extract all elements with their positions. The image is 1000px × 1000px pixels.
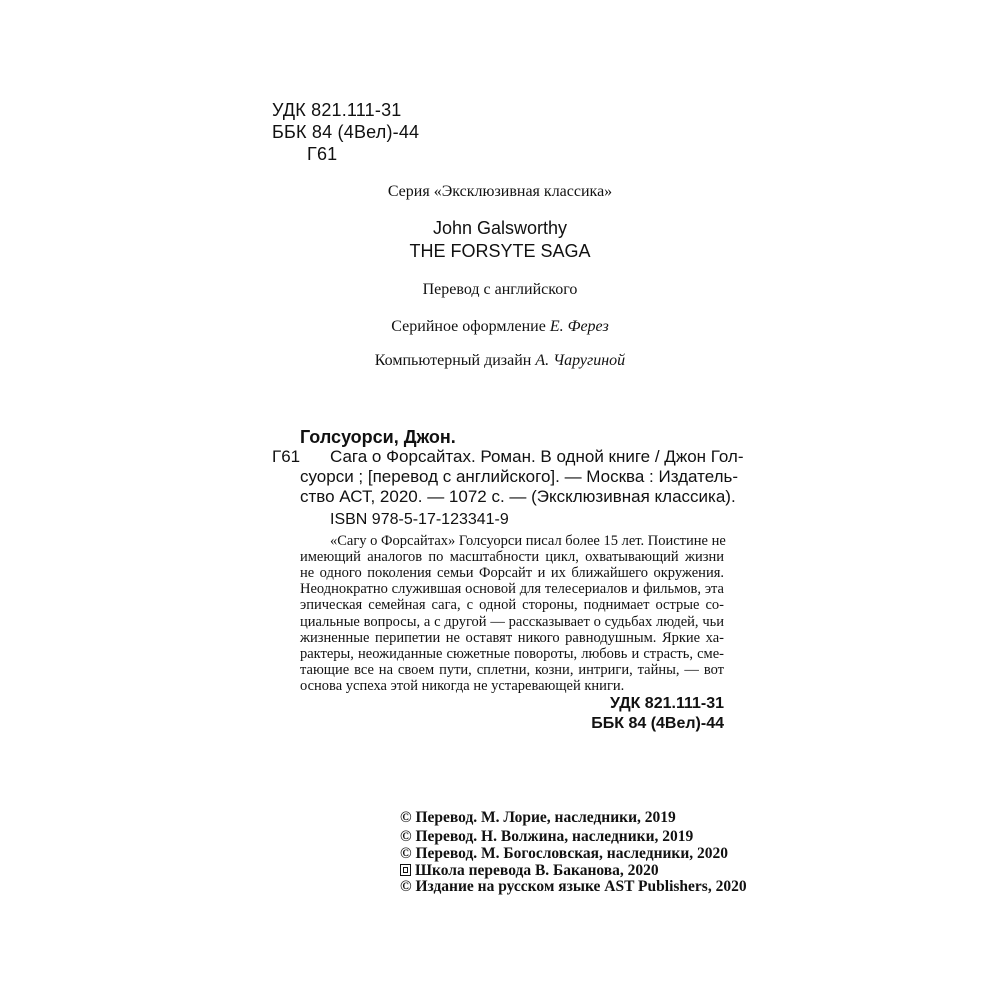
copyright-school-text: Школа перевода В. Баканова, 2020 [415,862,659,879]
annotation-line: имеющий аналогов по масштабности цикл, охватывающий жизни [300,549,724,565]
annotation-line: жизненные перипетии не оставят никого равнодушным. Яркие ха- [300,630,724,646]
author-mark: Г61 [307,144,338,164]
serial-design-name: Е. Ферез [549,318,609,335]
computer-design-credit [0,353,1000,369]
annotation-line: основа успеха этой никогда не устаревающей книги. [300,678,625,694]
udk-code: УДК 821.111-31 [272,100,402,120]
annotation-line: Неоднократно служившая основой для телесериалов и фильмов, эта [300,581,724,597]
isbn: ISBN 978-5-17-123341-9 [330,511,509,528]
copyright-line: © Перевод. М. Лорие, наследники, 2019 [400,809,676,826]
annotation-line: «Сагу о Форсайтах» Голсуорси писал более 15 лет. Поистине не [330,533,726,549]
bibliographic-line: ство АСТ, 2020. — 1072 с. — (Эксклюзивная классика). [300,487,736,506]
series-line: Серия «Эксклюзивная классика» [387,183,613,200]
annotation-line: циальные вопросы, а с другой — рассказывает о судьбах людей, чьи [300,614,724,630]
serial-design-credit [0,319,1000,335]
computer-design-name: А. Чаругиной [535,352,626,369]
translation-note: Перевод с английского [422,281,578,298]
annotation-bbk: ББК 84 (4Вел)-44 [591,715,724,732]
framed-square-mark-icon [400,864,411,876]
copyright-line: © Издание на русском языке AST Publishers, 2020 [400,878,747,895]
annotation-line: тающие все на своем пути, сплетни, козни, интриги, тайны, — вот [300,662,724,678]
annotation-udk: УДК 821.111-31 [610,695,724,712]
bibliographic-mark: Г61 [272,447,301,466]
bbk-code: ББК 84 (4Вел)-44 [272,122,420,142]
serial-design-label: Серийное оформление [391,318,550,335]
bibliographic-line: Сага о Форсайтах. Роман. В одной книге / Джон Гол- [330,447,744,466]
bibliographic-heading: Голсуорси, Джон. [300,427,456,447]
original-author: John Galsworthy [432,218,568,238]
copyright-line-school [400,863,659,879]
copyright-line: © Перевод. Н. Волжина, наследники, 2019 [400,828,694,845]
annotation-line: рактеры, неожиданные сюжетные повороты, любовь и страсть, сме- [300,646,724,662]
annotation-line: эпическая семейная сага, с одной стороны, поднимает острые со- [300,597,724,613]
original-title: THE FORSYTE SAGA [409,241,591,261]
computer-design-label: Компьютерный дизайн [374,352,536,369]
bibliographic-line: суорси ; [перевод с английского]. — Москва : Издатель- [300,467,739,486]
annotation-line: не одного поколения семьи Форсайт и их ближайшего окружения. [300,565,724,581]
copyright-line: © Перевод. М. Богословская, наследники, 2020 [400,845,729,862]
